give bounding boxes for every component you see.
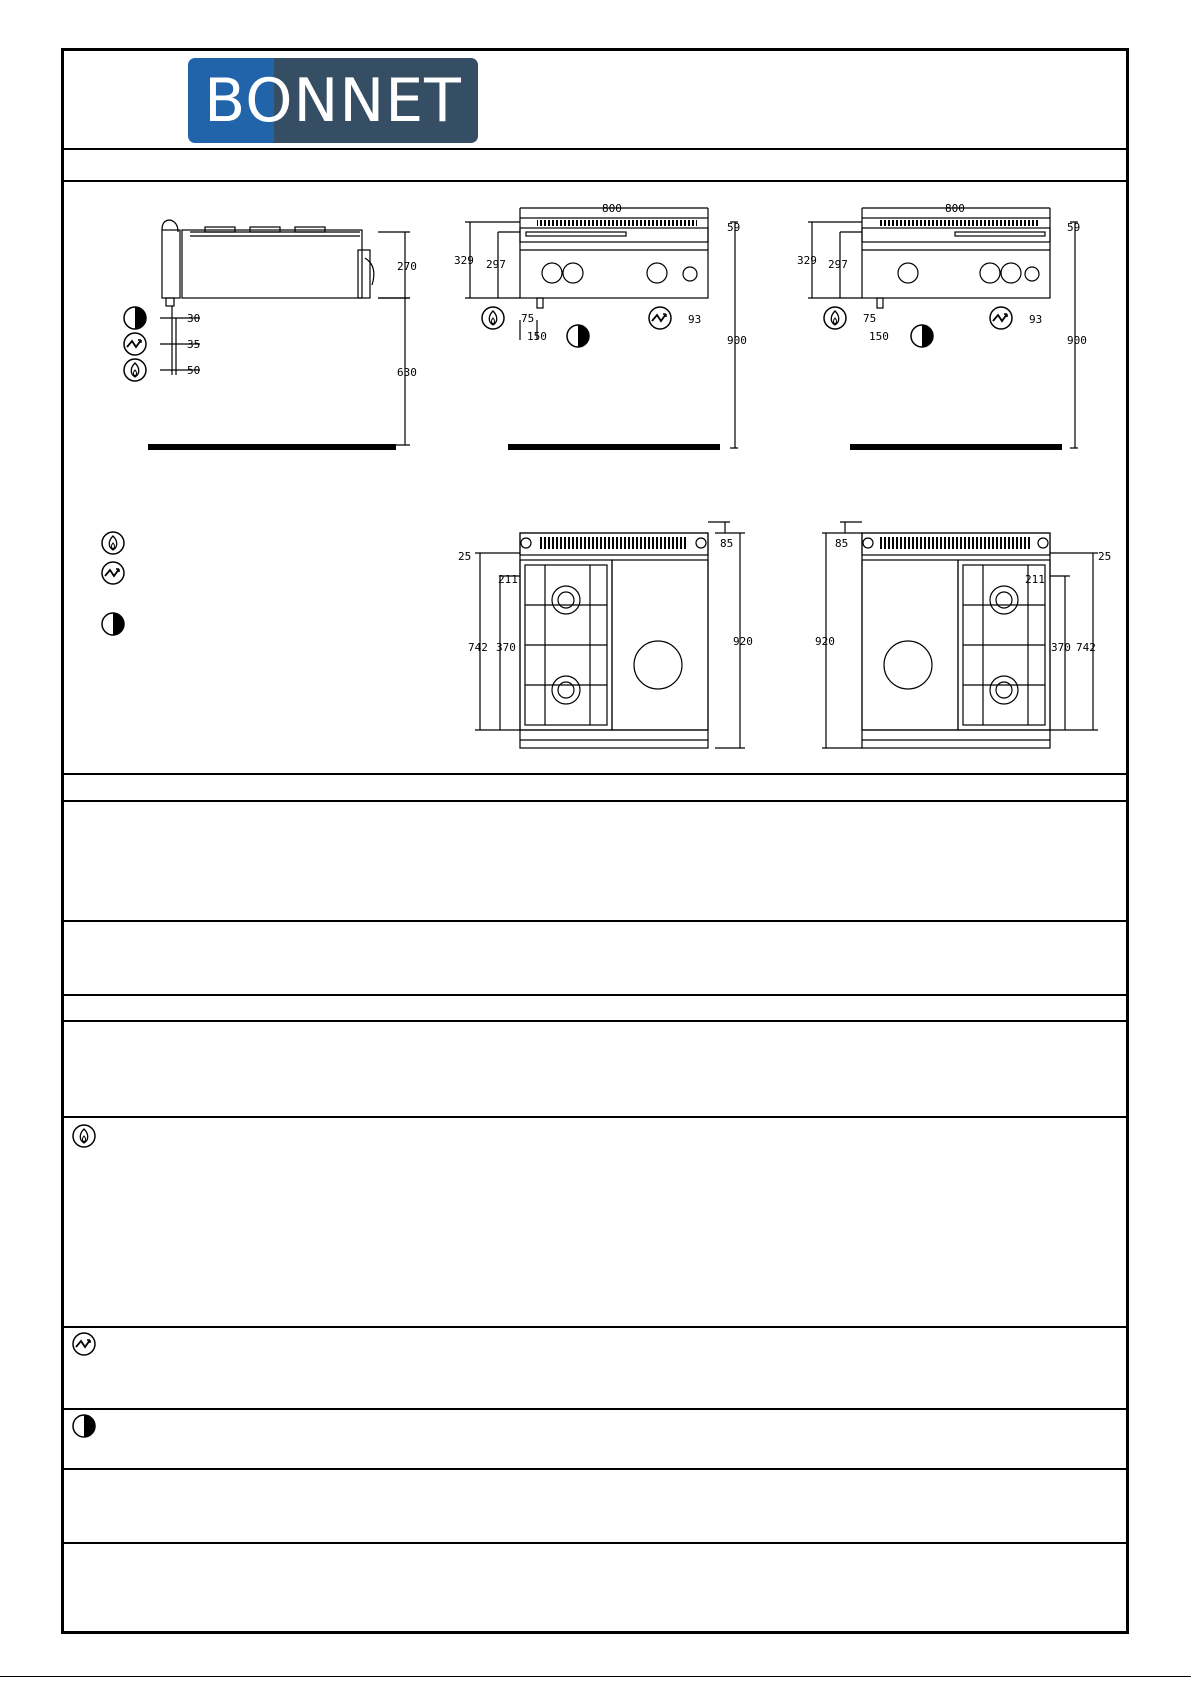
dim-label: 370 xyxy=(1051,641,1071,654)
electric-connection-icon xyxy=(102,562,124,584)
side-view-drawing xyxy=(160,220,410,445)
brand-logo-text: BONNET xyxy=(204,65,462,136)
top-view-left-drawing xyxy=(475,522,745,748)
dim-label: 75 xyxy=(521,312,535,325)
dim-label: 50 xyxy=(187,364,201,377)
dim-label: 370 xyxy=(496,641,516,654)
dim-label: 93 xyxy=(1029,313,1043,326)
dim-label: 211 xyxy=(1025,573,1045,586)
dim-label: 59 xyxy=(1067,221,1081,234)
dim-label: 900 xyxy=(1067,334,1087,347)
dim-label: 630 xyxy=(397,366,417,379)
dim-label: 93 xyxy=(688,313,702,326)
dim-label: 25 xyxy=(1098,550,1112,563)
dim-label: 742 xyxy=(1076,641,1096,654)
front-view-right-drawing xyxy=(808,208,1081,448)
dim-label: 297 xyxy=(828,258,848,271)
dim-label: 59 xyxy=(727,221,741,234)
half-circle-connection-icon xyxy=(73,1415,95,1437)
floor-line xyxy=(148,444,396,450)
dim-label: 800 xyxy=(602,202,622,215)
dim-label: 742 xyxy=(468,641,488,654)
dim-label: 211 xyxy=(498,573,518,586)
dim-label: 150 xyxy=(527,330,547,343)
dim-label: 35 xyxy=(187,338,201,351)
dim-label: 150 xyxy=(869,330,889,343)
dim-label: 920 xyxy=(733,635,753,648)
dim-label: 800 xyxy=(945,202,965,215)
front-view-left-drawing xyxy=(465,208,741,448)
electric-connection-icon xyxy=(73,1333,95,1355)
dim-label: 85 xyxy=(720,537,734,550)
dim-label: 297 xyxy=(486,258,506,271)
dim-label: 329 xyxy=(797,254,817,267)
dim-label: 75 xyxy=(863,312,877,325)
gas-flame-icon xyxy=(102,532,124,554)
half-circle-connection-icon xyxy=(102,613,124,635)
dim-label: 85 xyxy=(835,537,849,550)
dim-label: 900 xyxy=(727,334,747,347)
dim-label: 30 xyxy=(187,312,201,325)
dim-label: 329 xyxy=(454,254,474,267)
gas-flame-icon xyxy=(73,1125,95,1147)
dim-label: 270 xyxy=(397,260,417,273)
dim-label: 920 xyxy=(815,635,835,648)
dim-label: 25 xyxy=(458,550,472,563)
page-bottom-rule xyxy=(0,1676,1191,1677)
legend xyxy=(102,532,124,635)
top-view-right-drawing xyxy=(822,522,1098,748)
